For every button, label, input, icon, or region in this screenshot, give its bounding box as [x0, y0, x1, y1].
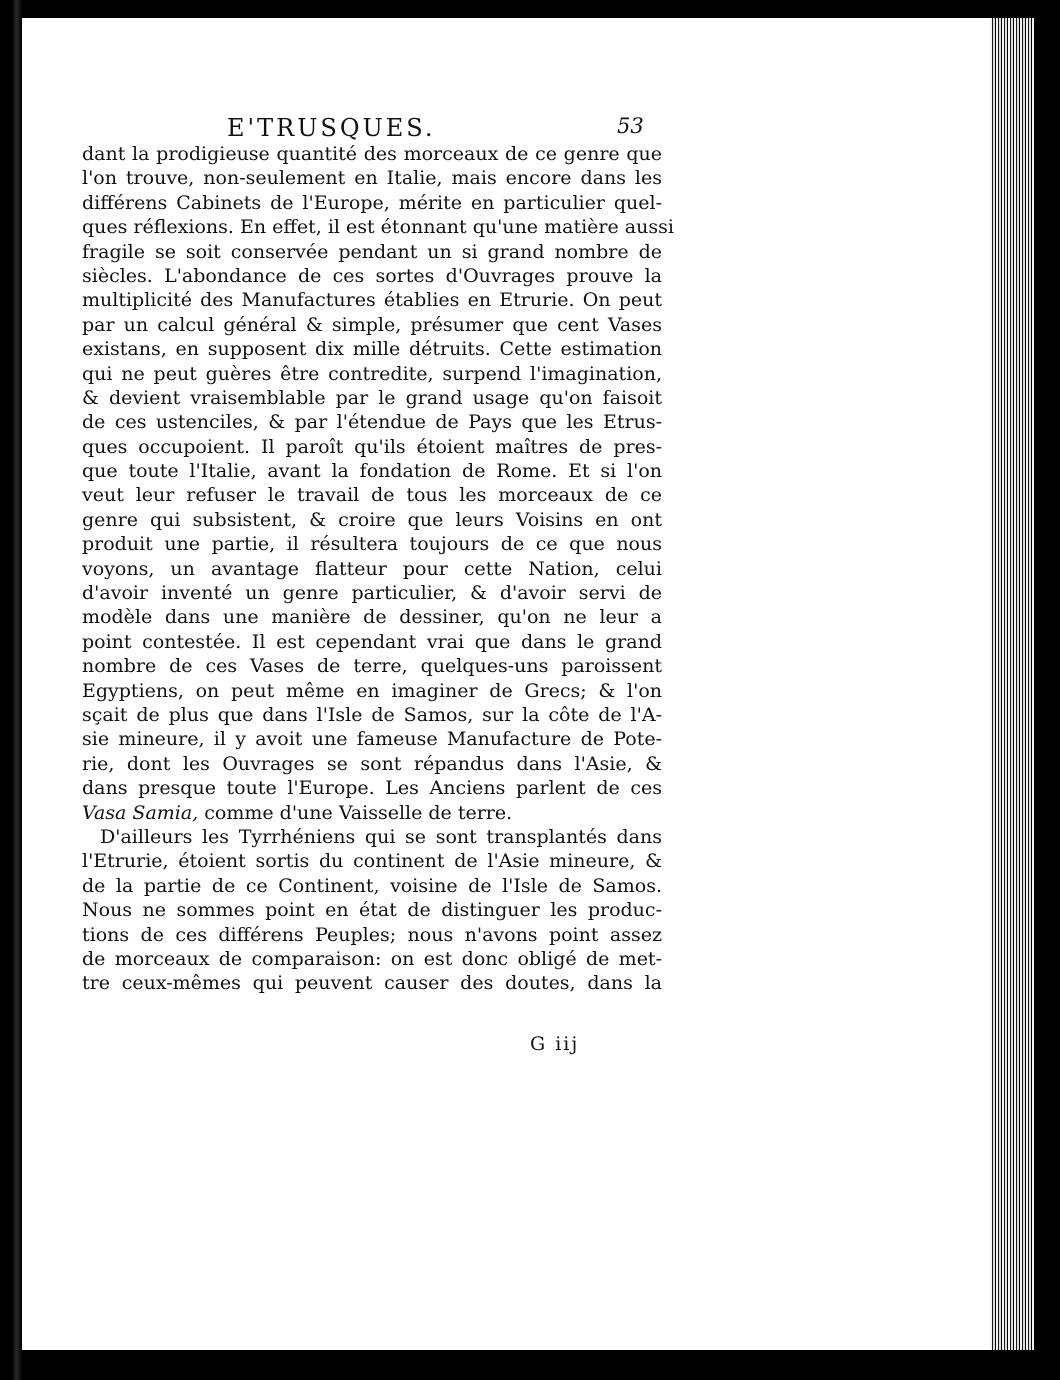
- text-line: & devient vraisemblable par le grand usage qu'on faisoit: [82, 386, 662, 409]
- page-edges: [990, 18, 1034, 1350]
- text-line: d'avoir inventé un genre particulier, & d'avoir servi de: [82, 582, 662, 605]
- text-line: de la partie de ce Continent, voisine de l'Isle de Samos.: [82, 874, 662, 897]
- text-line: par un calcul général & simple, présumer que cent Vases: [82, 313, 662, 336]
- page-number: 53: [617, 114, 644, 138]
- text-line: D'ailleurs les Tyrrhéniens qui se sont transplantés dans: [100, 825, 662, 848]
- text-line: fragile se soit conservée pendant un si grand nombre de: [82, 240, 662, 263]
- text-line: sie mineure, il y avoit une fameuse Manufacture de Pote-: [82, 728, 662, 751]
- text-line: point contestée. Il est cependant vrai que dans le grand: [82, 630, 662, 653]
- text-block: [82, 108, 674, 1055]
- text-line: que toute l'Italie, avant la fondation de Rome. Et si l'on: [82, 460, 662, 483]
- text-line: l'Etrurie, étoient sortis du continent de l'Asie mineure, &: [82, 850, 662, 873]
- paragraph-1: [82, 142, 674, 825]
- text-line: nombre de ces Vases de terre, quelques-uns paroissent: [82, 655, 662, 678]
- page-header: [82, 108, 662, 142]
- text-line-final: [82, 801, 662, 825]
- text-line: rie, dont les Ouvrages se sont répandus dans l'Asie, &: [82, 752, 662, 775]
- text-line: Egyptiens, on peut même en imaginer de Grecs; & l'on: [82, 679, 662, 702]
- italic-latin-phrase: Vasa Samia,: [82, 801, 199, 824]
- text-fragment: comme d'une Vaisselle de terre.: [198, 801, 513, 824]
- text-line: dans presque toute l'Europe. Les Anciens parlent de ces: [82, 777, 662, 800]
- text-line: Nous ne sommes point en état de distinguer les produc-: [82, 899, 662, 922]
- text-line: modèle dans une manière de dessiner, qu'on ne leur a: [82, 606, 662, 629]
- right-scan-border: [1034, 0, 1060, 1380]
- text-line: produit une partie, il résultera toujours de ce que nous: [82, 533, 662, 556]
- signature-mark: G iij: [530, 1033, 580, 1055]
- text-line: l'on trouve, non-seulement en Italie, mais encore dans les: [82, 167, 662, 190]
- text-line: dant la prodigieuse quantité des morceaux de ce genre que: [82, 143, 662, 165]
- left-scan-border: [0, 0, 22, 1380]
- text-line: voyons, un avantage flatteur pour cette Nation, celui: [82, 557, 662, 580]
- text-line: veut leur refuser le travail de tous les morceaux de ce: [82, 484, 662, 507]
- text-line: différens Cabinets de l'Europe, mérite en particulier quel-: [82, 191, 662, 214]
- text-line: qui ne peut guères être contredite, surpend l'imagination,: [82, 362, 662, 385]
- paragraph-2: [82, 825, 662, 996]
- text-line: de morceaux de comparaison: on est donc obligé de met-: [82, 947, 662, 970]
- text-line: tre ceux-mêmes qui peuvent causer des doutes, dans la: [82, 972, 662, 995]
- text-line: sçait de plus que dans l'Isle de Samos, sur la côte de l'A-: [82, 703, 662, 726]
- text-line: genre qui subsistent, & croire que leurs Voisins en ont: [82, 508, 662, 531]
- text-line: ques occupoient. Il paroît qu'ils étoient maîtres de pres-: [82, 435, 662, 458]
- text-line: ques réflexions. En effet, il est étonnant qu'une matière aussi: [82, 216, 674, 239]
- text-line: multiplicité des Manufactures établies en Etrurie. On peut: [82, 289, 662, 312]
- running-head: E'TRUSQUES.: [227, 114, 436, 142]
- text-line: siècles. L'abondance de ces sortes d'Ouvrages prouve la: [82, 264, 662, 287]
- text-line: existans, en supposent dix mille détruits. Cette estimation: [82, 338, 662, 361]
- text-line: tions de ces différens Peuples; nous n'avons point assez: [82, 923, 662, 946]
- text-line: de ces ustenciles, & par l'étendue de Pays que les Etrus-: [82, 411, 662, 434]
